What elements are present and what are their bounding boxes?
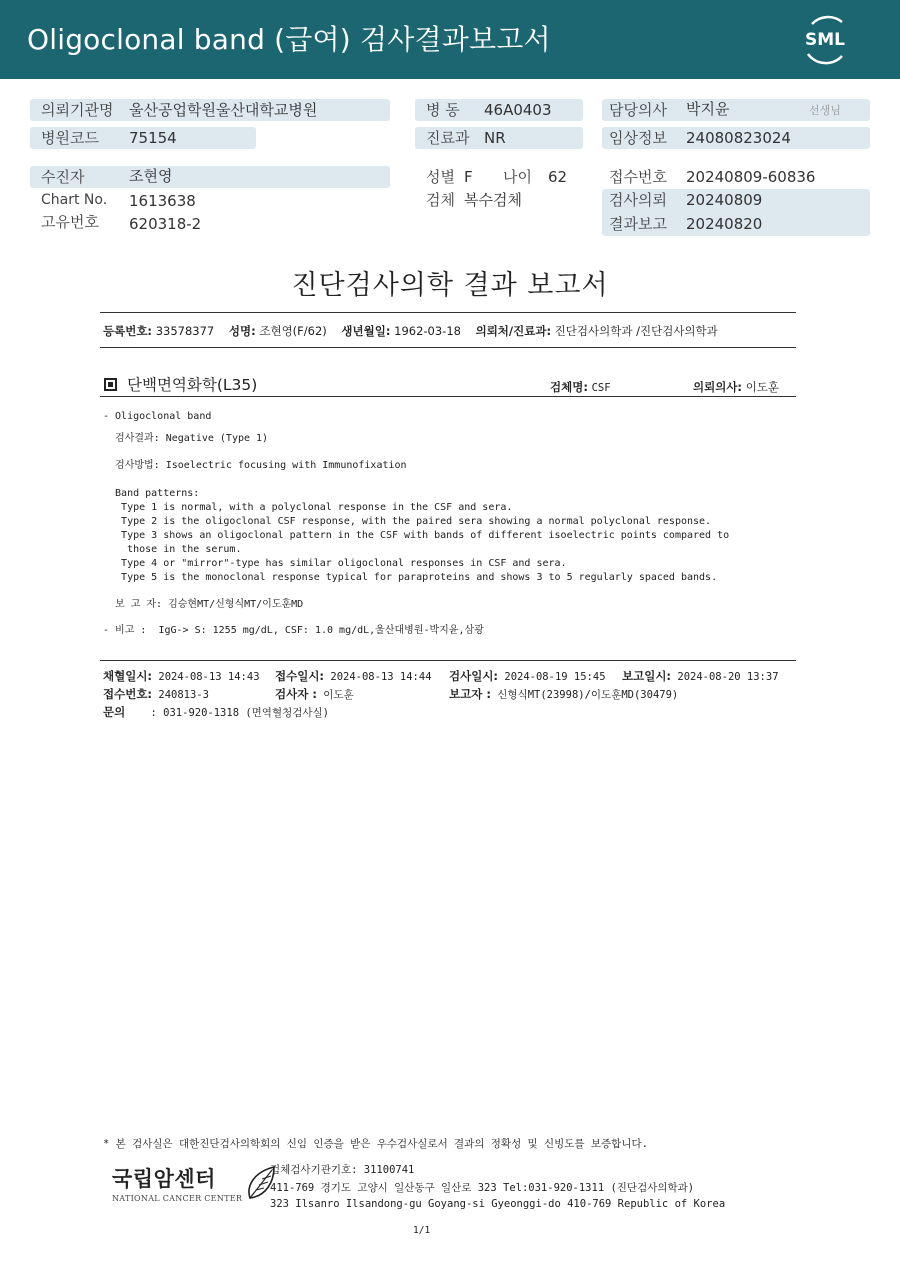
- patient-value: 조현영: [129, 167, 173, 185]
- org-name-en: NATIONAL CANCER CENTER: [112, 1194, 243, 1203]
- collect-label: 채혈일시:: [103, 669, 153, 683]
- test-label: 검사일시:: [449, 669, 499, 683]
- age-value: 62: [548, 168, 568, 186]
- certification-note: * 본 검사실은 대한진단검사의학회의 신임 인증을 받은 우수검사실로서 결과의 정확성 및 신빙도를 보증합니다.: [103, 1138, 648, 1150]
- age-label: 나이: [503, 168, 532, 186]
- clinical-label: 임상정보: [609, 129, 667, 147]
- address-kr: 411-769 경기도 고양시 일산동구 일산로 323 Tel:031-920-1311 (진단검사의학과): [270, 1182, 695, 1194]
- name-value: 조현영(F/62): [259, 324, 327, 338]
- divider: [100, 312, 796, 313]
- reporter-label: 보고자 :: [449, 687, 491, 701]
- divider: [100, 347, 796, 348]
- address-en: 323 Ilsanro Ilsandong-gu Goyang-si Gyeonggi-do 410-769 Republic of Korea: [270, 1198, 726, 1210]
- report-body-line: Type 1 is normal, with a polyclonal response in the CSF and sera.: [103, 502, 513, 513]
- clinical-value: 24080823024: [686, 129, 791, 147]
- dob-label: 생년월일:: [341, 324, 391, 338]
- receipt-label: 접수번호: [609, 168, 667, 186]
- receive-value: 2024-08-13 14:44: [330, 671, 432, 683]
- doctor-suffix: 선생님: [809, 104, 841, 117]
- org-name-kr: 국립암센터: [112, 1167, 216, 1191]
- report-body-line: 검사결과: Negative (Type 1): [103, 433, 269, 444]
- report-time-value: 2024-08-20 13:37: [677, 671, 779, 683]
- hospital-label: 의뢰기관명: [41, 101, 114, 119]
- chart-value: 1613638: [129, 192, 196, 210]
- section-title-text: 단백면역화학(L35): [127, 376, 258, 394]
- test-time: [449, 668, 606, 684]
- national-cancer-center-logo: [112, 1163, 278, 1203]
- chart-label: Chart No.: [41, 192, 108, 208]
- ward-value: 46A0403: [484, 101, 552, 119]
- receipt-value: 20240809-60836: [686, 168, 816, 186]
- receive-label: 접수일시:: [275, 669, 325, 683]
- reg-no-label: 등록번호:: [103, 324, 153, 338]
- test-value: 2024-08-19 15:45: [504, 671, 606, 683]
- receive-time: [275, 668, 432, 684]
- hospital-value: 울산공업학원울산대학교병원: [129, 101, 318, 119]
- sex-value: F: [464, 168, 473, 186]
- report-label: 결과보고: [609, 215, 667, 233]
- inquiry-value: : 031-920-1318 (면역혈청검사실): [150, 707, 329, 719]
- doctor-value: 박지윤: [686, 100, 730, 118]
- inquiry: [103, 704, 329, 720]
- specimen-value: 복수검체: [464, 191, 522, 209]
- report-body-line: - 비고 : IgG-> S: 1255 mg/dL, CSF: 1.0 mg/dL,울산대병원-박지윤,삼광: [103, 625, 484, 636]
- dept-value: NR: [484, 129, 506, 147]
- report-body-line: - Oligoclonal band: [103, 411, 212, 422]
- receipt-no-value: 240813-3: [158, 689, 209, 701]
- dept-label: 진료과: [426, 129, 470, 147]
- report-body-line: those in the serum.: [103, 544, 242, 555]
- square-bullet-icon: [104, 378, 117, 391]
- divider: [100, 660, 796, 661]
- specimen-label: 검체: [426, 191, 455, 209]
- report-body-line: Band patterns:: [103, 488, 200, 499]
- report-body-line: Type 2 is the oligoclonal CSF response, with the paired sera showing a normal polyclonal response.: [103, 516, 712, 527]
- reg-no-value: 33578377: [155, 324, 215, 338]
- ref-label: 의뢰처/진료과:: [475, 324, 552, 338]
- report-body-line: Type 4 or "mirror"-type has similar oligoclonal responses in CSF and sera.: [103, 558, 567, 569]
- section-title: [104, 373, 257, 395]
- hospital-code-label: 병원코드: [41, 129, 99, 147]
- tester: [275, 686, 354, 702]
- dob-value: 1962-03-18: [394, 324, 461, 338]
- reporter-value: 신형식MT(23998)/이도훈MD(30479): [497, 689, 679, 701]
- report-time: [622, 668, 779, 684]
- sml-logo: [798, 12, 852, 66]
- report-title: 진단검사의학 결과 보고서: [291, 270, 609, 301]
- collect-value: 2024-08-13 14:43: [158, 671, 260, 683]
- ordering-doctor: [693, 379, 779, 395]
- specimen-name: [550, 379, 611, 395]
- tester-value: 이도훈: [323, 689, 354, 701]
- report-value: 20240820: [686, 215, 763, 233]
- receipt-no: [103, 686, 209, 702]
- uid-label: 고유번호: [41, 213, 99, 231]
- name-label: 성명:: [228, 324, 256, 338]
- registration-row: [103, 323, 718, 339]
- report-body-line: 검사방법: Isoelectric focusing with Immunofixation: [103, 460, 407, 471]
- logo-text: SML: [805, 30, 845, 50]
- reporter: [449, 686, 678, 702]
- collect-time: [103, 668, 260, 684]
- uid-value: 620318-2: [129, 215, 202, 233]
- report-body-line: 보 고 자: 김승현MT/신형식MT/이도훈MD: [103, 599, 304, 610]
- request-label: 검사의뢰: [609, 191, 667, 209]
- page-number: 1/1: [413, 1225, 431, 1236]
- ref-value: 진단검사의학과 /진단검사의학과: [554, 324, 718, 338]
- inquiry-label: 문의: [103, 705, 126, 719]
- hospital-code-value: 75154: [129, 129, 177, 147]
- report-body-line: Type 5 is the monoclonal response typical for paraproteins and shows 3 to 5 regularly spaced bands.: [103, 572, 718, 583]
- page-title: Oligoclonal band (급여) 검사결과보고서: [27, 23, 551, 56]
- ward-label: 병 동: [426, 101, 460, 119]
- lab-number: 검체검사기관기호: 31100741: [270, 1164, 415, 1176]
- doctor-label: 담당의사: [609, 101, 667, 119]
- report-time-label: 보고일시:: [622, 669, 672, 683]
- specimen-name-label: 검체명:: [550, 380, 588, 394]
- ordering-value: 이도훈: [745, 380, 780, 394]
- patient-label: 수진자: [41, 168, 85, 186]
- tester-label: 검사자 :: [275, 687, 317, 701]
- header-bar: [0, 0, 900, 79]
- divider: [100, 396, 796, 397]
- sex-label: 성별: [426, 168, 455, 186]
- request-value: 20240809: [686, 191, 763, 209]
- ordering-label: 의뢰의사:: [693, 380, 743, 394]
- specimen-name-value: CSF: [591, 382, 611, 394]
- report-body-line: Type 3 shows an oligoclonal pattern in the CSF with bands of different isoelectric points compared to: [103, 530, 730, 541]
- receipt-no-label: 접수번호:: [103, 687, 153, 701]
